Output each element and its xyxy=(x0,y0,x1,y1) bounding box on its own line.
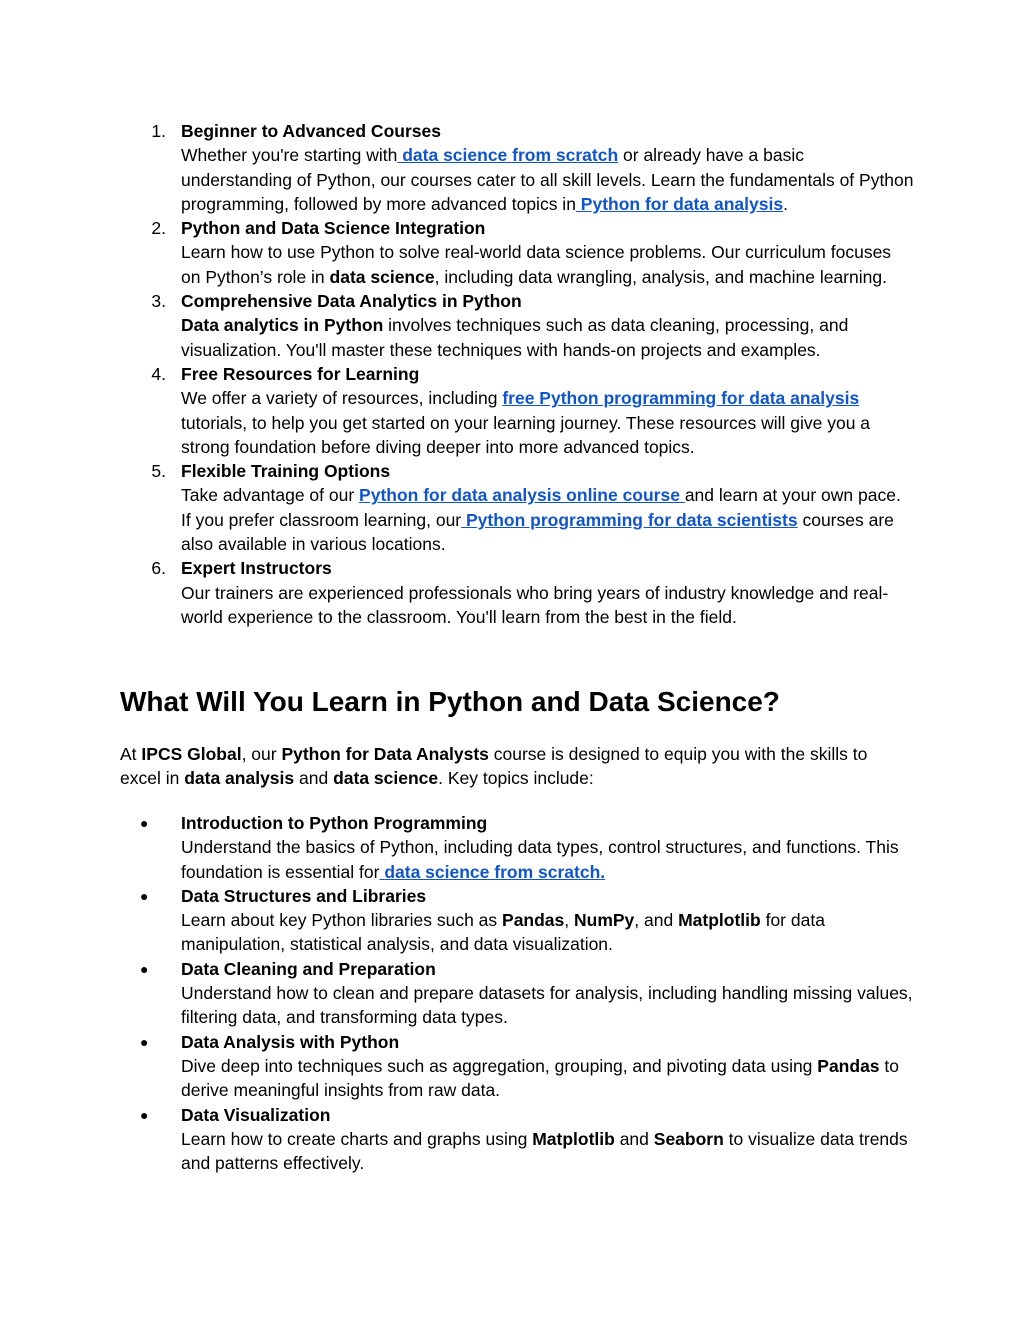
bold-text: Pandas xyxy=(817,1055,880,1076)
body-text: to derive meaningful insights from raw data. xyxy=(181,1055,899,1101)
bullet-list-item xyxy=(0,884,1024,957)
bold-text: Pandas xyxy=(502,910,565,931)
body-text: tutorials, to help you get started on your learning journey. These resources will give you a strong foundation before diving deeper into more advanced topics. xyxy=(181,412,871,457)
list-number: 2. xyxy=(151,218,166,239)
list-item-body xyxy=(181,240,914,289)
inline-link[interactable]: data science from scratch xyxy=(379,861,601,882)
body-text: for data manipulation, statistical analysis, and data visualization. xyxy=(181,910,825,955)
body-text: courses are also available in various locations. xyxy=(181,509,894,555)
body-text: Our trainers are experienced professionals who bring years of industry knowledge and real-world experience to the classroom. You'll learn from the best in the field. xyxy=(181,582,889,627)
bullet-icon: ● xyxy=(140,1106,149,1123)
numbered-list-item xyxy=(0,362,1024,459)
inline-link[interactable]: Python for data analysis online course xyxy=(359,485,685,506)
inline-link[interactable]: . xyxy=(600,861,606,882)
list-item-title: Data Cleaning and Preparation xyxy=(181,958,436,979)
list-number: 5. xyxy=(151,461,166,482)
numbered-feature-list xyxy=(0,119,1024,629)
bold-text: Matplotlib xyxy=(532,1128,615,1149)
bullet-icon: ● xyxy=(140,887,149,904)
list-item-title: Python and Data Science Integration xyxy=(181,218,486,239)
body-text: course is designed to equip you with the skills to excel in xyxy=(120,744,868,789)
numbered-list-item xyxy=(0,459,1024,556)
body-text: Dive deep into techniques such as aggregation, grouping, and pivoting data using xyxy=(181,1055,818,1076)
inline-link[interactable]: free Python programming for data analysis xyxy=(502,388,860,409)
numbered-list-item xyxy=(0,119,1024,216)
body-text: or already have a basic understanding of Python, our courses cater to all skill levels. Learn the fundamentals of Python programming, followed by more advanced topics in xyxy=(181,145,914,214)
list-item-title: Introduction to Python Programming xyxy=(181,813,488,833)
bullet-icon: ● xyxy=(140,815,149,831)
bold-text: data science xyxy=(333,768,439,789)
body-text: and learn at your own pace. If you prefer classroom learning, our xyxy=(181,485,901,530)
list-item-title: Data Structures and Libraries xyxy=(181,885,427,906)
list-item-body xyxy=(181,1054,914,1103)
body-text: , xyxy=(564,910,574,931)
numbered-list-item xyxy=(0,556,1024,629)
bold-text: NumPy xyxy=(574,910,635,931)
body-text: Take advantage of our xyxy=(181,485,360,506)
bullet-icon: ● xyxy=(140,1033,149,1050)
body-text: and xyxy=(614,1128,654,1149)
bold-text: Seaborn xyxy=(653,1128,724,1149)
body-text: , our xyxy=(241,744,282,764)
body-text: We offer a variety of resources, including xyxy=(181,388,503,409)
body-text: At xyxy=(120,744,142,764)
topics-bullet-list xyxy=(0,811,1024,1175)
bold-text: data science xyxy=(329,266,435,287)
list-item-title: Comprehensive Data Analytics in Python xyxy=(181,291,522,312)
body-text: Understand the basics of Python, including data types, control structures, and functions. This foundation is essential for xyxy=(181,837,899,882)
list-item-body xyxy=(181,581,914,630)
list-item-title: Data Analysis with Python xyxy=(181,1031,400,1052)
body-text: . Key topics include: xyxy=(438,768,594,789)
list-item-title: Expert Instructors xyxy=(181,558,332,579)
body-text: Learn how to create charts and graphs using xyxy=(181,1128,533,1149)
bold-text: IPCS Global xyxy=(141,744,242,764)
list-item-body xyxy=(181,483,914,556)
bold-text: Python for Data Analysts xyxy=(281,744,489,764)
list-item-body xyxy=(181,981,914,1030)
bullet-list-item xyxy=(0,1030,1024,1103)
list-number: 4. xyxy=(151,363,166,384)
section-heading: What Will You Learn in Python and Data Science? xyxy=(120,686,780,717)
list-number: 3. xyxy=(151,291,166,312)
list-item-title: Data Visualization xyxy=(181,1104,331,1125)
list-item-title: Beginner to Advanced Courses xyxy=(181,121,441,141)
list-item-body xyxy=(181,908,914,957)
body-text: involves techniques such as data cleaning, processing, and visualization. You'll master these techniques with hands-on projects and examples. xyxy=(181,315,849,360)
body-text: . xyxy=(783,193,788,214)
list-item-body xyxy=(181,1127,914,1176)
inline-link[interactable]: Python for data analysis xyxy=(575,193,784,214)
list-item-title: Free Resources for Learning xyxy=(181,363,420,384)
bullet-icon: ● xyxy=(140,960,149,977)
numbered-list-item xyxy=(0,289,1024,362)
bold-text: data analysis xyxy=(184,768,295,789)
intro-paragraph xyxy=(120,742,910,791)
body-text: Understand how to clean and prepare datasets for analysis, including handling missing values, filtering data, and transforming data types. xyxy=(181,983,913,1028)
body-text: Whether you're starting with xyxy=(181,145,398,166)
bullet-list-item xyxy=(0,811,1024,884)
numbered-list-item xyxy=(0,216,1024,289)
list-item-body xyxy=(181,143,914,216)
body-text: , and xyxy=(634,910,679,931)
body-text: and xyxy=(294,768,334,789)
body-text: , including data wrangling, analysis, and machine learning. xyxy=(434,266,887,287)
list-item-title: Flexible Training Options xyxy=(181,461,391,482)
list-number: 1. xyxy=(151,121,166,141)
list-item-body xyxy=(181,835,914,884)
bold-text: Matplotlib xyxy=(678,910,761,931)
list-item-body xyxy=(181,313,914,362)
bold-text: Data analytics in Python xyxy=(181,315,384,336)
inline-link[interactable]: Python programming for data scientists xyxy=(461,509,798,530)
list-number: 6. xyxy=(151,558,166,579)
body-text: Learn how to use Python to solve real-world data science problems. Our curriculum focuses on Python’s role in xyxy=(181,242,892,287)
list-item-body xyxy=(181,386,914,459)
body-text: Learn about key Python libraries such as xyxy=(181,910,503,931)
bullet-list-item xyxy=(0,1103,1024,1176)
inline-link[interactable]: data science from scratch xyxy=(397,145,619,166)
bullet-list-item xyxy=(0,957,1024,1030)
body-text: to visualize data trends and patterns effectively. xyxy=(181,1128,908,1174)
